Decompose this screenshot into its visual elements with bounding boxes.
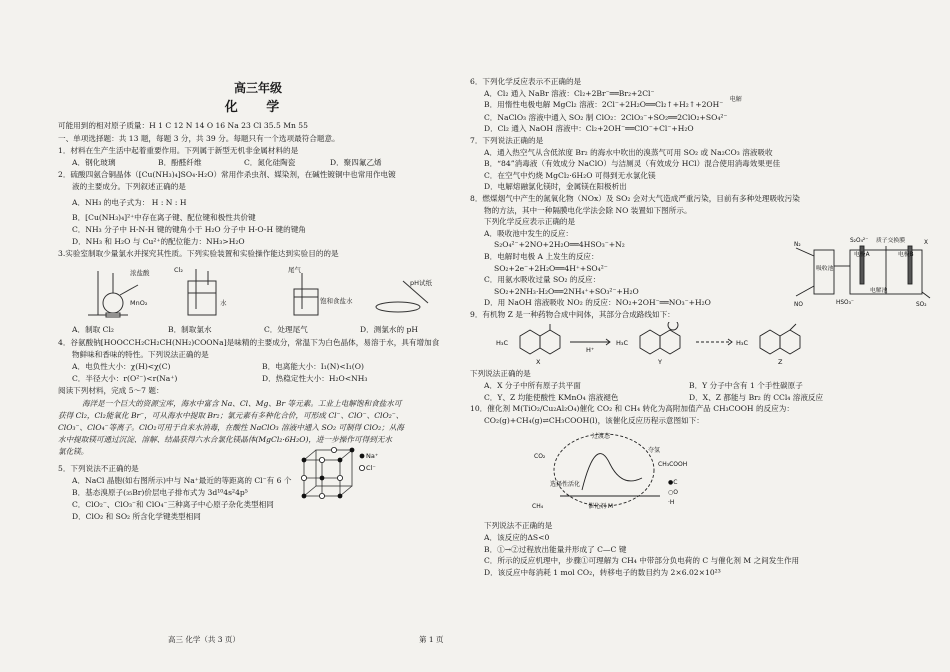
q10-option-d: D．该反应中每消耗 1 mol CO₂，转移电子的数目约为 2×6.02×10²³: [484, 567, 721, 577]
q9-synthesis-figure: [470, 322, 890, 366]
q8-label-electrode-b: 电极B: [898, 252, 914, 258]
q3-option-c: C．处理尾气: [264, 325, 308, 335]
q10-legend-c: ●C: [668, 479, 678, 486]
left-column: [58, 82, 458, 524]
q10-label-activation: 选择性活化: [550, 481, 581, 488]
q4-option-c: C．半径大小：r(O²⁻)<r(Na⁺): [72, 374, 178, 384]
q8-label-x: X: [924, 240, 928, 246]
q9-label-z: Z: [778, 358, 783, 367]
q10-legend-h: ·H: [668, 499, 675, 506]
q5-stem: 5．下列说法不正确的是: [58, 463, 139, 473]
q5-option-b: B．基态溴原子(₃₅Br)价层电子排布式为 3d¹⁰4s²4p⁵: [72, 488, 248, 498]
q8-label-absorber: 吸收池: [816, 266, 834, 272]
q6-stem: 6．下列化学反应表示不正确的是: [470, 77, 582, 86]
q2-stem-2: 液的主要成分。下列叙述正确的是: [72, 182, 186, 192]
q10-label-co2: CO₂: [534, 453, 546, 460]
q10-stem-2: CO₂(g)+CH₄(g)⇌CH₃COOH(l)，该催化反应历程示意图如下：: [484, 415, 704, 425]
q10-option-b: B．①→②过程放出能量并形成了 C—C 键: [484, 544, 627, 554]
q9-option-a: A．X 分子中所有原子共平面: [484, 381, 581, 391]
q2-option-d: D．NH₃ 和 H₂O 与 Cu²⁺的配位能力：NH₃>H₂O: [72, 237, 245, 247]
q2-option-a: A．NH₃ 的电子式为： H : N : H: [72, 197, 187, 207]
q3-label-ph-paper: pH试纸: [410, 279, 433, 288]
q10-label-catalyst: 催化剂 M: [588, 503, 614, 510]
q6-option-c: C．NaClO₃ 溶液中通入 SO₂ 制 ClO₂：2ClO₃⁻+SO₂══2ClO₂+SO₄²⁻: [484, 112, 728, 122]
q8-device-drawing: [792, 236, 932, 308]
q9-label-x: X: [536, 358, 541, 367]
exam-grade: 高三年级: [233, 81, 282, 95]
q10-legend-o: ○O: [668, 489, 678, 496]
q8-option-b: B．电解时电极 A 上发生的反应：: [484, 251, 599, 261]
q9-acid-label: H⁺: [586, 346, 595, 355]
q9-y-methyl: H₃C: [616, 339, 629, 348]
q10-stem-3: 下列说法不正确的是: [484, 521, 553, 531]
q3-label-mno2: MnO₂: [130, 299, 148, 308]
q10-label-ch4: CH₄: [532, 503, 544, 510]
material-line-1: 海洋是一个巨大的资源宝库，海水中富含 Na、Cl、Mg、Br 等元素。工业上电解饱和食盐水可: [82, 398, 402, 408]
q10-mechanism-drawing: [530, 428, 690, 518]
q5-option-d: D．ClO₂ 和 SO₂ 所含化学键类型相同: [72, 512, 201, 522]
q8-stem-1: 8．燃煤烟气中产生的氮氧化物（NOx）及 SO₂ 会对大气造成严重污染，目前有多种处理吸收污染: [470, 193, 800, 203]
exam-subject: 化 学: [224, 100, 292, 116]
q7-option-c: C．在空气中灼烧 MgCl₂·6H₂O 可得到无水氯化镁: [484, 170, 656, 180]
material-line-3: ClO₃⁻、ClO₄⁻等离子。ClO₂可用于自来水消毒，在酸性 NaClO₃ 溶液中通入 SO₂ 可制得 ClO₂；从海: [58, 423, 404, 433]
q8-device-figure: [792, 236, 932, 308]
q8-option-a: A．吸收池中发生的反应：: [484, 228, 574, 238]
q5-option-a: A．NaCl 晶胞(如右图所示)中与 Na⁺最近的等距离的 Cl⁻有 6 个: [72, 475, 292, 485]
q1-option-d: D．聚四氟乙烯: [330, 158, 382, 168]
q9-options-cd: [470, 392, 890, 404]
q3-stem: 3.实验室制取少量氯水并探究其性质。下列实验装置和实验操作能达到实验目的的是: [58, 249, 339, 259]
q4-options-cd: [58, 373, 458, 385]
q8-label-s2o4: S₂O₄²⁻: [850, 238, 869, 244]
q1-stem: 1．材料在生产生活中起着重要作用。下列属于新型无机非金属材料的是: [58, 145, 299, 155]
q10-stem-1: 10．催化剂 M(TiO₂/Cu₂Al₂O₄)催化 CO₂ 和 CH₄ 转化为高附加值产品 CH₃COOH 的反应为：: [470, 404, 794, 414]
q3-option-d: D．测氯水的 pH: [360, 325, 418, 335]
page-number: 第 1 页: [419, 635, 444, 644]
q8-label-hso3: HSO₃⁻: [836, 300, 854, 306]
q9-option-c: C．Y、Z 均能使酸性 KMnO₄ 溶液褪色: [484, 392, 619, 402]
q3-label-water: 水: [220, 299, 227, 308]
q9-stem: 9．有机物 Z 是一种药物合成中间体，其部分合成路线如下：: [470, 309, 675, 319]
q1-options: [58, 157, 458, 169]
q6-option-b-condition: 电解: [729, 96, 742, 104]
q8-label-membrane: 质子交换膜: [876, 238, 905, 244]
q8-label-n2: N₂: [794, 242, 801, 248]
q10-label-h-abstract: 夺氢: [648, 447, 661, 454]
q3-label-cl2: Cl₂: [174, 266, 183, 275]
q6-option-b-text: B．用惰性电极电解 MgCl₂ 溶液：2Cl⁻+2H₂O══Cl₂↑+H₂↑+2OH⁻: [484, 100, 724, 110]
q3-apparatus-figure: [58, 263, 458, 321]
q10-mechanism-figure: [530, 428, 690, 518]
reading-instruction: 阅读下列材料，完成 5～7 题：: [58, 386, 164, 396]
section-heading: 一、单项选择题：共 13 题，每题 3 分，共 39 分。每题只有一个选项最符合题意。: [58, 133, 340, 143]
q8-option-b-eq: SO₂+2e⁻+2H₂O══4H⁺+SO₄²⁻: [494, 263, 608, 273]
q9-option-b: B．Y 分子中含有 1 个手性碳原子: [689, 381, 803, 391]
q9-options-ab: [470, 380, 890, 392]
q9-option-d: D．X、Z 都能与 Br₂ 的 CCl₄ 溶液反应: [689, 392, 824, 402]
q8-stem-3: 下列化学反应表示正确的是: [484, 217, 576, 227]
q5-option-c: C．ClO₂⁻、ClO₃⁻和 ClO₄⁻三种离子中心原子杂化类型相同: [72, 500, 274, 510]
q3-label-brine: 饱和食盐水: [320, 297, 353, 306]
q4-option-d: D．热稳定性大小：H₂O<NH₃: [262, 374, 368, 384]
material-line-4: 水中提取镁可通过沉淀、溶解、结晶获得六水合氯化镁晶体(MgCl₂·6H₂O)，进一步操作可得到无水: [58, 435, 392, 445]
q4-options-ab: [58, 361, 458, 373]
q10-label-acetic: CH₃COOH: [658, 461, 688, 468]
q2-option-b: B．[Cu(NH₃)₄]²⁺中存在离子键、配位键和极性共价键: [72, 212, 256, 222]
legend-na: Na⁺: [366, 452, 379, 460]
q9-synthesis-drawing: [470, 322, 850, 366]
q4-stem-1: 4．谷氨酸钠[HOOCCH₂CH₂CH(NH₂)COONa]是味精的主要成分，常温下为白色晶体，易溶于水，具有增加食: [58, 337, 440, 347]
material-line-5: 氯化镁。: [58, 447, 89, 457]
q8-stem-2: 物的方法，其中一种隔膜电化学法会除 NO 装置如下图所示。: [484, 205, 692, 215]
q3-label-tailgas: 尾气: [288, 266, 301, 275]
q3-apparatus-drawing: [58, 263, 458, 321]
q10-option-a: A．该反应的ΔS<0: [484, 533, 550, 543]
q8-label-electrode-a: 电极A: [854, 252, 870, 258]
q9-z-methyl: H₃C: [736, 339, 749, 348]
q7-option-a: A．通入热空气从含低浓度 Br₂ 的海水中吹出的溴蒸气可用 SO₂ 或 Na₂CO₃ 溶液吸收: [484, 147, 773, 157]
q10-option-c: C．所示的反应机理中，步骤①可理解为 CH₄ 中带部分负电荷的 C 与催化剂 M 之间发生作用: [484, 556, 800, 566]
q4-stem-2: 物鲜味和香味的特性。下列说法正确的是: [72, 349, 209, 359]
q6-option-b: [470, 96, 890, 112]
q9-stem-2: 下列说法正确的是: [470, 369, 531, 379]
q3-label-acid: 浓盐酸: [130, 269, 150, 278]
q7-option-b: B．“84”消毒液（有效成分 NaClO）与洁厕灵（有效成分 HCl）混合使用消毒效果更佳: [484, 159, 781, 169]
q8-label-no: NO: [794, 302, 803, 308]
atomic-masses: 可能用到的相对原子质量：H 1 C 12 N 14 O 16 Na 23 Cl 35.5 Mn 55: [58, 121, 308, 131]
q3-option-a: A．制取 Cl₂: [72, 325, 114, 335]
q8-label-so2: SO₂: [916, 302, 927, 308]
q8-label-cell: 电解池: [870, 288, 888, 294]
q1-option-c: C．氮化硅陶瓷: [244, 158, 296, 168]
q8-option-c: C．用氨水吸收过量 SO₂ 的反应：: [484, 275, 601, 285]
page-footer-left: 高三 化学（共 3 页）: [168, 635, 240, 644]
q6-option-a: A．Cl₂ 通入 NaBr 溶液：Cl₂+2Br⁻══Br₂+2Cl⁻: [484, 88, 655, 98]
q6-option-d: D．Cl₂ 通入 NaOH 溶液中：Cl₂+2OH⁻══ClO⁻+Cl⁻+H₂O: [484, 124, 694, 134]
q7-stem: 7．下列说法正确的是: [470, 135, 544, 145]
q8-option-c-eq: SO₂+2NH₃·H₂O══2NH₄⁺+SO₃²⁻+H₂O: [494, 286, 639, 296]
nacl-unit-cell-drawing: [300, 446, 380, 506]
q1-option-b: B．酚醛纤维: [158, 158, 202, 168]
q9-label-y: Y: [658, 358, 662, 367]
q2-option-c: C．NH₃ 分子中 H-N-H 键的键角小于 H₂O 分子中 H-O-H 键的键角: [72, 224, 306, 234]
q8-option-a-eq: S₂O₄²⁻+2NO+2H₂O══4HSO₃⁻+N₂: [494, 240, 625, 250]
q7-option-d: D．电解熔融氯化镁时，金属镁在阳极析出: [484, 182, 627, 192]
material-line-2: 获得 Cl₂，Cl₂能氧化 Br⁻，可从海水中提取 Br₂；氯元素有多种化合价，可形成 Cl⁻、ClO⁻、ClO₂⁻、: [58, 410, 404, 420]
q4-option-b: B．电离能大小：I₁(N)<I₁(O): [262, 362, 364, 372]
q1-option-a: A．钢化玻璃: [72, 158, 116, 168]
q2-stem-1: 2．硫酸四氨合铜晶体（[Cu(NH₃)₄]SO₄·H₂O）常用作杀虫剂、媒染剂，在碱性镀铜中也常用作电镀: [58, 170, 396, 180]
q8-option-d: D．用 NaOH 溶液吸收 NO₂ 的反应：NO₂+2OH⁻══NO₃⁻+H₂O: [484, 298, 711, 308]
legend-cl: Cl⁻: [366, 464, 376, 472]
nacl-unit-cell-figure: [300, 446, 379, 506]
q3-options: [58, 324, 458, 336]
q10-label-ts: 过渡态: [592, 433, 611, 440]
q4-option-a: A．电负性大小：χ(H)<χ(C): [72, 362, 171, 372]
q9-x-methyl: H₃C: [496, 339, 509, 348]
q3-option-b: B．制取氯水: [168, 325, 212, 335]
